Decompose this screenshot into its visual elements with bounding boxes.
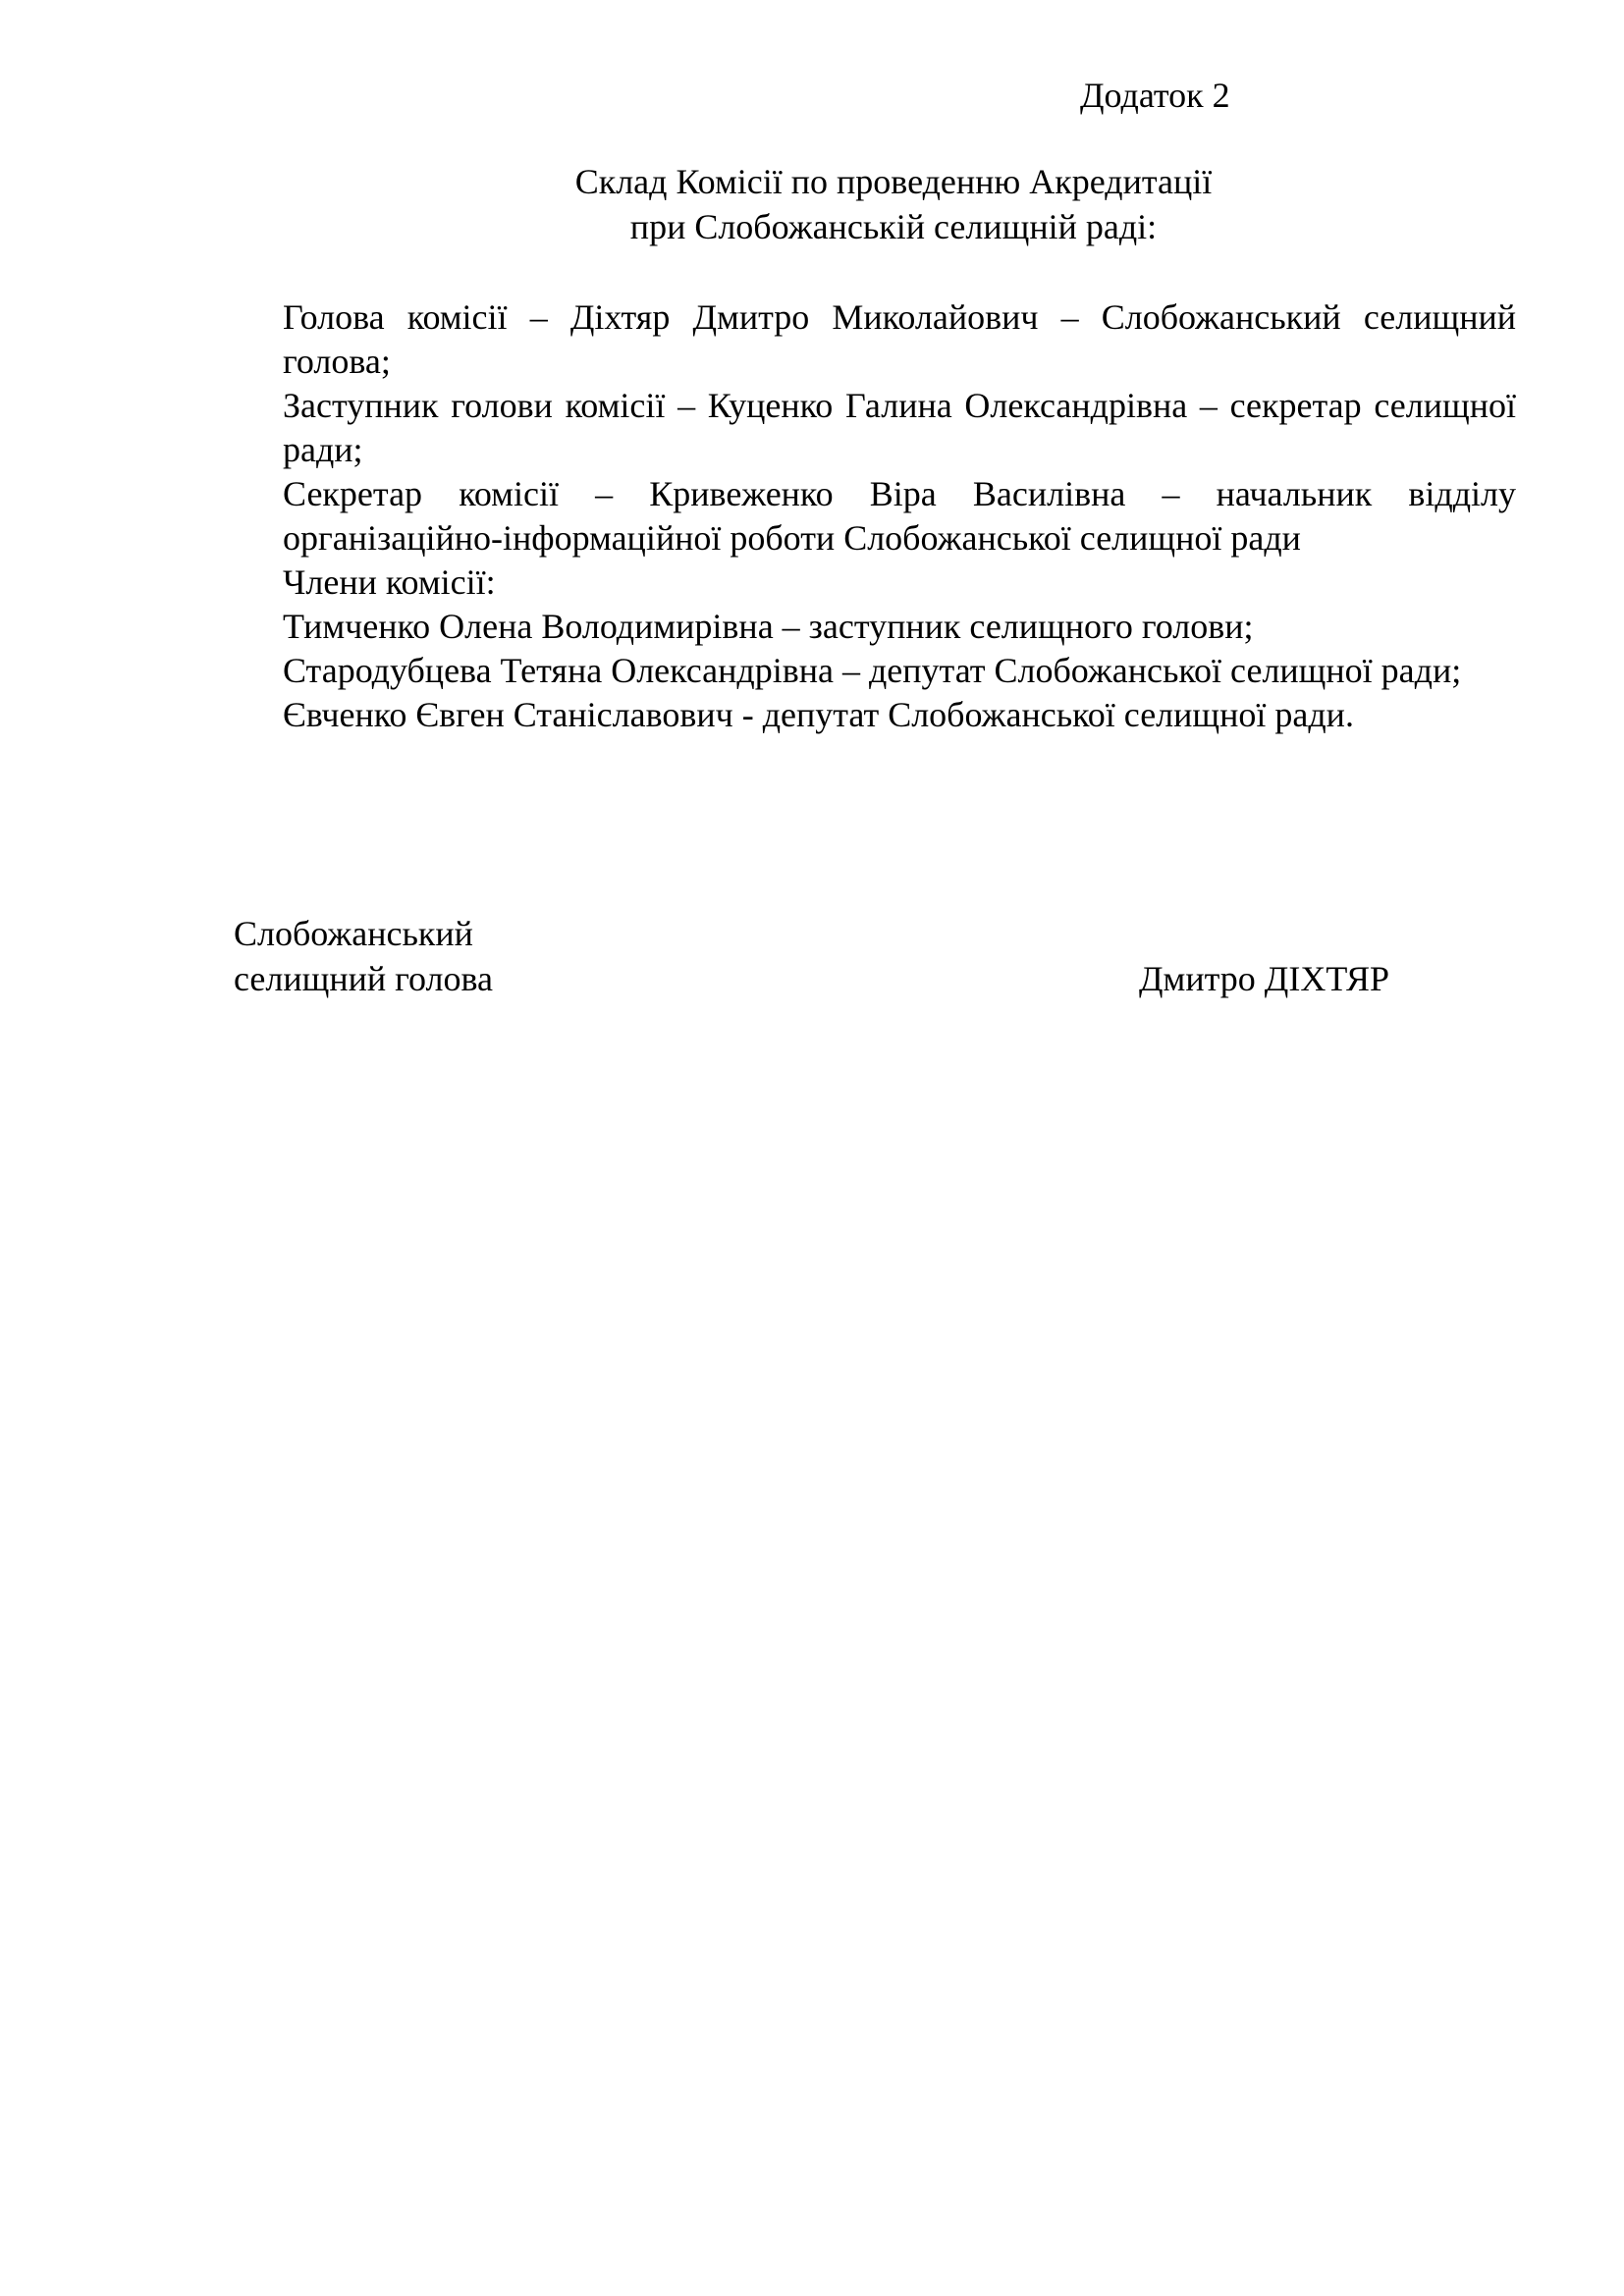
signatory-position bbox=[234, 911, 493, 1001]
signatory-position-line-1: Слобожанський bbox=[234, 914, 473, 953]
appendix-label: Додаток 2 bbox=[1080, 76, 1230, 115]
member-secretary: Секретар комісії – Кривеженко Віра Василівна – начальник відділу організаційно-інформаційної роботи Слобожанської селищної ради bbox=[283, 474, 1516, 558]
member-2: Стародубцева Тетяна Олександрівна – депутат Слобожанської селищної ради; bbox=[283, 651, 1462, 690]
title-line-1: Склад Комісії по проведенню Акредитації bbox=[574, 162, 1213, 201]
member-1: Тимченко Олена Володимирівна – заступник селищного голови; bbox=[283, 607, 1254, 646]
member-deputy-chairman: Заступник голови комісії – Куценко Галина Олександрівна – секретар селищної ради; bbox=[283, 386, 1516, 469]
member-chairman: Голова комісії – Діхтяр Дмитро Миколайович – Слобожанський селищний голова; bbox=[283, 297, 1516, 381]
member-3: Євченко Євген Станіславович - депутат Слобожанської селищної ради. bbox=[283, 695, 1354, 734]
document-title bbox=[471, 159, 1316, 249]
members-heading: Члени комісії: bbox=[283, 562, 496, 602]
signatory-position-line-2: селищний голова bbox=[234, 959, 494, 998]
commission-composition bbox=[283, 295, 1516, 737]
signatory-name: Дмитро ДІХТЯР bbox=[1139, 959, 1389, 998]
title-line-2: при Слобожанській селищній раді: bbox=[629, 207, 1158, 246]
